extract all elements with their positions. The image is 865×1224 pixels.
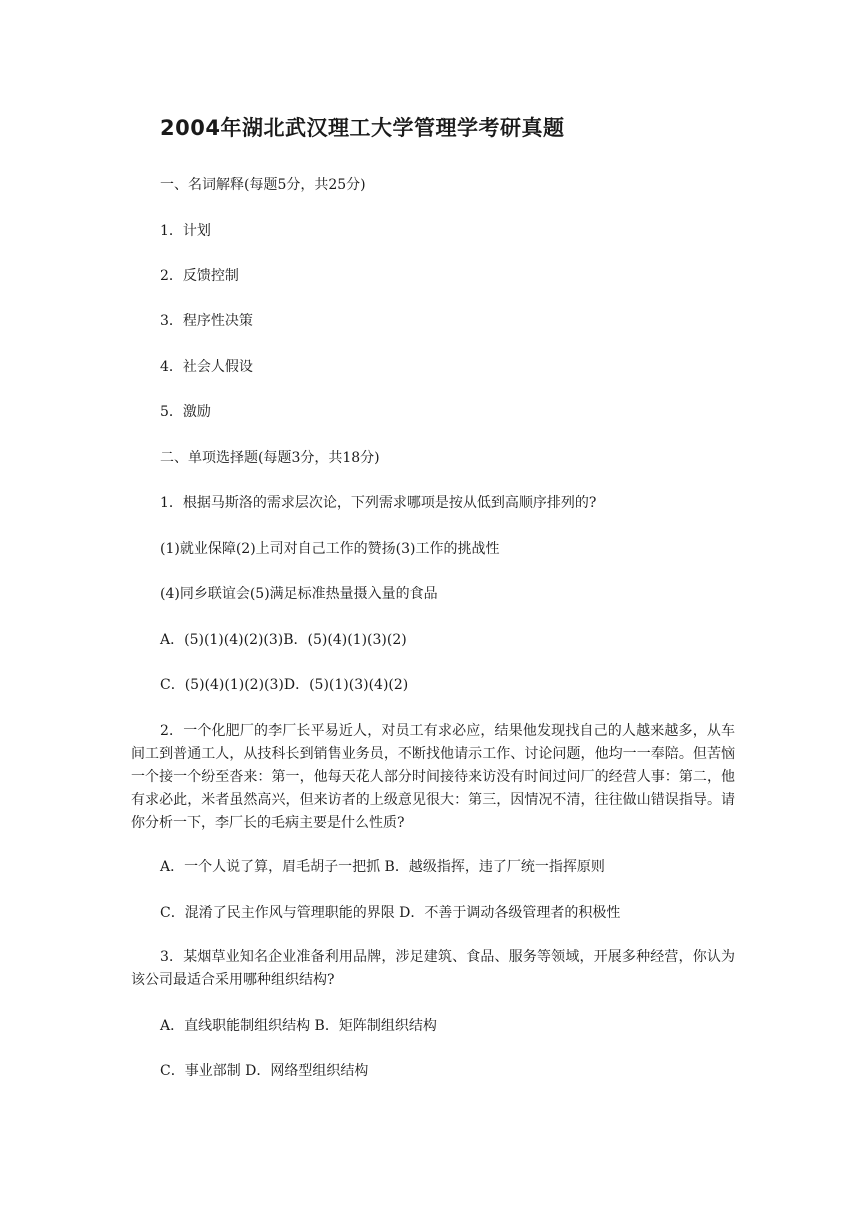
question-3-options-ab: A．直线职能制组织结构 B．矩阵制组织结构 (160, 1018, 437, 1034)
section1-heading: 一、名词解释(每题5分，共25分) (160, 177, 366, 193)
document-title: 2004年湖北武汉理工大学管理学考研真题 (160, 116, 565, 140)
question-3-stem: 3．某烟草业知名企业准备利用品牌，涉足建筑、食品、服务等领域，开展多种经营，你认为该公司最适合采用哪种组织结构? (131, 949, 735, 988)
section2-heading: 二、单项选择题(每题3分，共18分) (160, 450, 380, 466)
question-2-options-ab: A．一个人说了算，眉毛胡子一把抓 B．越级指挥，违了厂统一指挥原则 (160, 859, 605, 875)
term-item-5: 5．激励 (160, 404, 211, 420)
term-item-4: 4．社会人假设 (160, 359, 253, 375)
question-1-items-line-b: (4)同乡联谊会(5)满足标准热量摄入量的食品 (160, 586, 438, 602)
term-item-3: 3．程序性决策 (160, 313, 253, 329)
question-1-items-line-a: (1)就业保障(2)上司对自己工作的赞扬(3)工作的挑战性 (160, 541, 500, 557)
question-3-options-cd: C．事业部制 D．网络型组织结构 (160, 1063, 369, 1079)
term-item-1: 1．计划 (160, 223, 211, 239)
question-1-options-ab: A．(5)(1)(4)(2)(3)B．(5)(4)(1)(3)(2) (160, 632, 407, 648)
question-1-options-cd: C．(5)(4)(1)(2)(3)D．(5)(1)(3)(4)(2) (160, 677, 409, 693)
term-item-2: 2．反馈控制 (160, 268, 239, 284)
question-1-stem: 1．根据马斯洛的需求层次论，下列需求哪项是按从低到高顺序排列的? (160, 495, 597, 511)
question-2-stem: 2．一个化肥厂的李厂长平易近人，对员工有求必应，结果他发现找自己的人越来越多，从车间工到普通工人，从技科长到销售业务员，不断找他请示工作、讨论问题，他均一一奉陪。但苦恼一个接一个纷至沓来：第一，他每天花人部分时间接待来访没有时间过问厂的经营人事：第二，他有求必此，米者虽然高兴，但来访者的上级意见很大：第三，因情况不清，往往做山错误指导。请你分析一下，李厂长的毛病主要是什么性质? (131, 723, 735, 831)
question-2-options-cd: C．混淆了民主作风与管理职能的界限 D．不善于调动各级管理者的积极性 (160, 905, 621, 921)
